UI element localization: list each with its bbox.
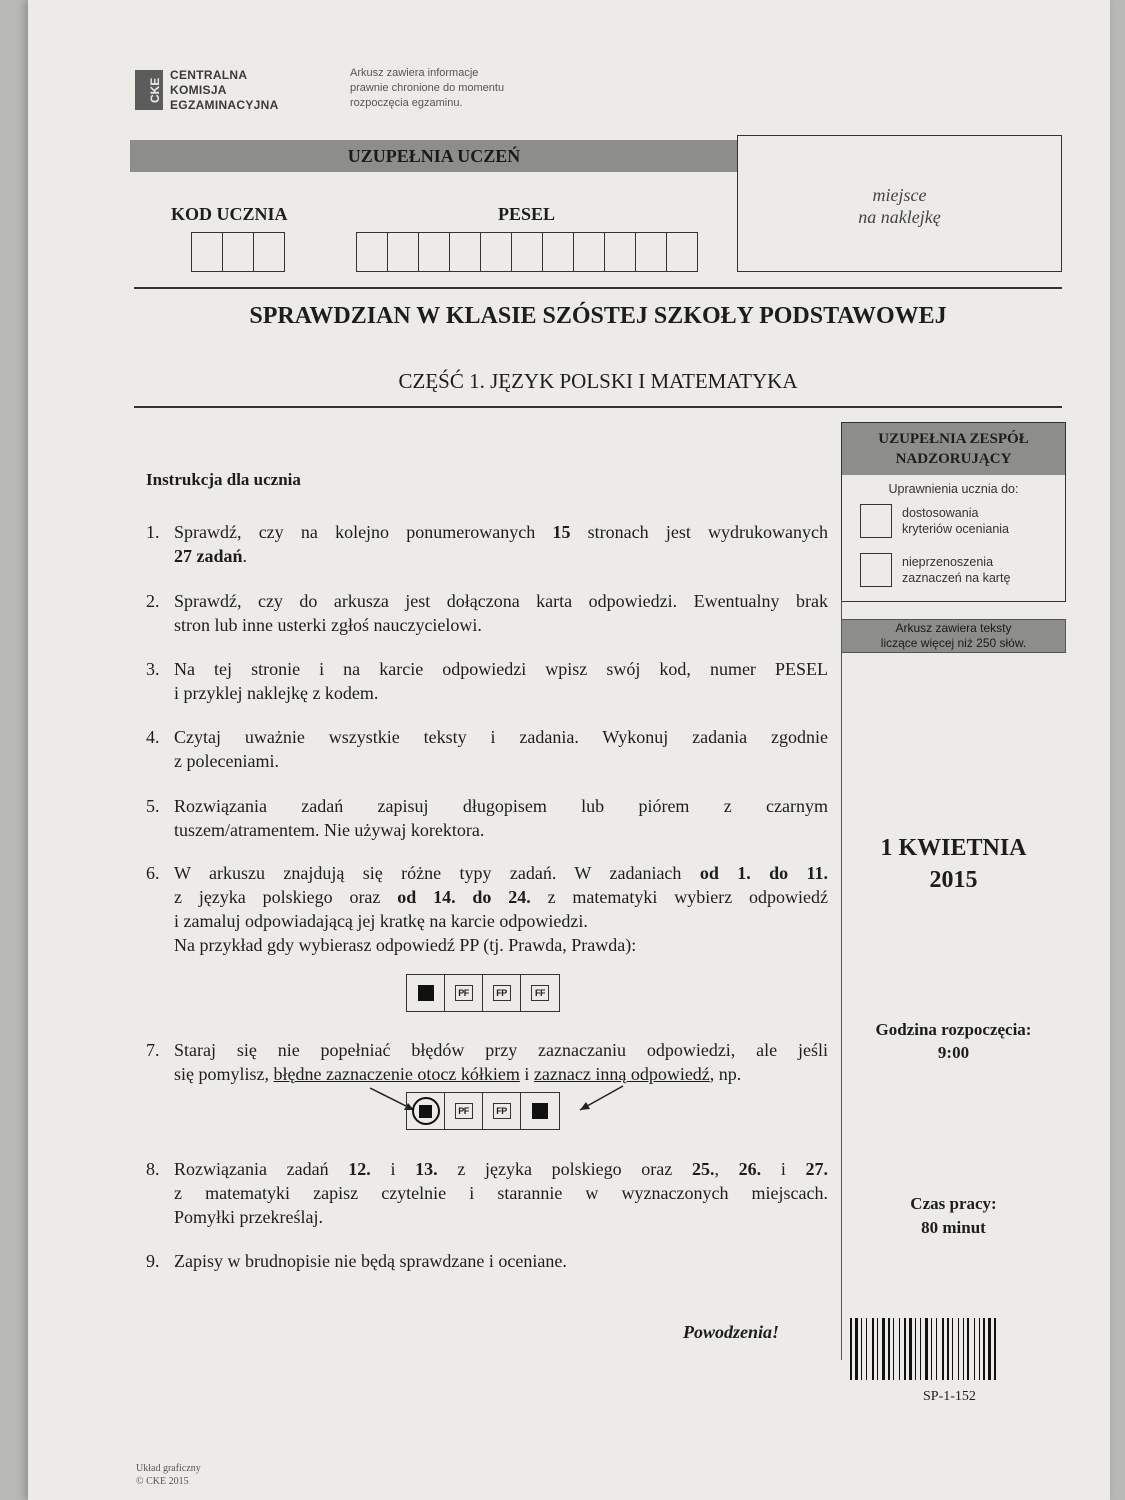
student-code-digit[interactable] bbox=[223, 233, 254, 271]
duration: Czas pracy: 80 minut bbox=[910, 1194, 997, 1237]
student-code-digit[interactable] bbox=[192, 233, 223, 271]
confidential-notice: Arkusz zawiera informacje prawnie chronione do momentu rozpoczęcia egzaminu. bbox=[350, 67, 505, 109]
student-code-label: KOD UCZNIA bbox=[171, 204, 288, 224]
instruction-item: 5. Rozwiązania zadań zapisuj długopisem lub piórem z czarnym tuszem/atramentem. Nie używaj korektora. bbox=[146, 796, 828, 840]
pesel-digit[interactable] bbox=[512, 233, 543, 271]
sheet-code: SP-1-152 bbox=[923, 1389, 976, 1404]
sticker-placeholder: miejsce na naklejkę bbox=[737, 135, 1062, 272]
answer-cell-circled bbox=[407, 1093, 445, 1129]
no-transfer-checkbox[interactable] bbox=[860, 553, 892, 587]
answer-cell: FF bbox=[521, 975, 559, 1011]
instruction-item: 4. Czytaj uważnie wszystkie teksty i zadania. Wykonuj zadania zgodnie z poleceniami. bbox=[146, 727, 828, 771]
student-fill-bar: UZUPEŁNIA UCZEŃ bbox=[130, 140, 738, 172]
answer-cell-ff-filled bbox=[521, 1093, 559, 1129]
circled-square-icon bbox=[412, 1097, 440, 1125]
cke-logo-text: CENTRALNA KOMISJA EGZAMINACYJNA bbox=[170, 68, 279, 112]
instruction-item: 7. Staraj się nie popełniać błędów przy zaznaczaniu odpowiedzi, ale jeśli się pomylisz, błędne zaznaczenie otocz kółkiem i zaznacz inną odpowiedź, np. bbox=[146, 1040, 828, 1084]
exam-cover-page bbox=[28, 0, 1110, 1500]
instruction-item: 3. Na tej stronie i na karcie odpowiedzi wpisz swój kod, numer PESEL i przyklej naklejkę z kodem. bbox=[146, 659, 828, 703]
instruction-item: 9. Zapisy w brudnopisie nie będą sprawdzane i oceniane. bbox=[146, 1251, 567, 1271]
exam-subtitle: CZĘŚĆ 1. JĘZYK POLSKI I MATEMATYKA bbox=[398, 369, 798, 393]
instructions-heading: Instrukcja dla ucznia bbox=[146, 470, 301, 489]
answer-cell: PF bbox=[445, 1093, 483, 1129]
answer-cell: FP bbox=[483, 975, 521, 1011]
adaptation-option[interactable]: dostosowania kryteriów oceniania bbox=[860, 504, 1009, 538]
pesel-digit[interactable] bbox=[450, 233, 481, 271]
answer-cell: PF bbox=[445, 975, 483, 1011]
column-divider bbox=[841, 600, 842, 1360]
supervisor-box-header: UZUPEŁNIA ZESPÓŁ NADZORUJĄCY bbox=[842, 423, 1065, 475]
pesel-digit[interactable] bbox=[636, 233, 667, 271]
instruction-item: 1. Sprawdź, czy na kolejno ponumerowanych 15 stronach jest wydrukowanych 27 zadań. bbox=[146, 522, 828, 566]
filled-square-icon bbox=[532, 1103, 548, 1119]
pesel-digit[interactable] bbox=[481, 233, 512, 271]
pesel-digit[interactable] bbox=[357, 233, 388, 271]
supervisor-box bbox=[841, 422, 1066, 602]
filled-square-icon bbox=[418, 985, 434, 1001]
footer-credit: Układ graficzny © CKE 2015 bbox=[136, 1463, 201, 1487]
barcode-icon bbox=[848, 1318, 1093, 1380]
pesel-boxes[interactable] bbox=[356, 232, 698, 272]
pesel-digit[interactable] bbox=[419, 233, 450, 271]
instruction-item: 8. Rozwiązania zadań 12. i 13. z języka polskiego oraz 25., 26. i 27. z matematyki zapisz czytelnie i starannie w wyznaczonych miejscach. Pomyłki przekreślaj. bbox=[146, 1159, 828, 1227]
exam-title: SPRAWDZIAN W KLASIE SZÓSTEJ SZKOŁY PODSTAWOWEJ bbox=[249, 303, 947, 329]
start-time: Godzina rozpoczęcia: 9:00 bbox=[875, 1020, 1032, 1062]
answer-example bbox=[406, 974, 560, 1012]
good-luck-text: Powodzenia! bbox=[683, 1322, 780, 1342]
correction-example bbox=[406, 1092, 560, 1130]
cke-logo-icon: CKE bbox=[135, 70, 163, 110]
pesel-digit[interactable] bbox=[543, 233, 574, 271]
divider bbox=[134, 287, 1062, 289]
answer-cell: FP bbox=[483, 1093, 521, 1129]
pesel-digit[interactable] bbox=[574, 233, 605, 271]
adaptation-checkbox[interactable] bbox=[860, 504, 892, 538]
instruction-item: 2. Sprawdź, czy do arkusza jest dołączona karta odpowiedzi. Ewentualny brak stron lub inne usterki zgłoś nauczycielowi. bbox=[146, 591, 828, 635]
instruction-item: 6. W arkuszu znajdują się różne typy zadań. W zadaniach od 1. do 11. z języka polskiego oraz od 14. do 24. z matematyki wybierz odpowiedź i zamaluj odpowiadającą jej kratkę na karcie odpowiedzi. Na przykład gdy wybierasz odpowiedź PP (tj. Prawda, Prawda): bbox=[146, 863, 828, 955]
pesel-digit[interactable] bbox=[667, 233, 697, 271]
student-code-digit[interactable] bbox=[254, 233, 284, 271]
pesel-digit[interactable] bbox=[388, 233, 419, 271]
permissions-label: Uprawnienia ucznia do: bbox=[888, 482, 1019, 496]
student-code-boxes[interactable] bbox=[191, 232, 285, 272]
long-texts-notice: Arkusz zawiera teksty liczące więcej niż 250 słów. bbox=[841, 619, 1066, 653]
no-transfer-option[interactable]: nieprzenoszenia zaznaczeń na kartę bbox=[860, 553, 1010, 587]
exam-date: 1 KWIETNIA 2015 bbox=[880, 835, 1027, 893]
pesel-label: PESEL bbox=[498, 204, 556, 224]
pesel-digit[interactable] bbox=[605, 233, 636, 271]
answer-cell-pp bbox=[407, 975, 445, 1011]
divider bbox=[134, 406, 1062, 408]
